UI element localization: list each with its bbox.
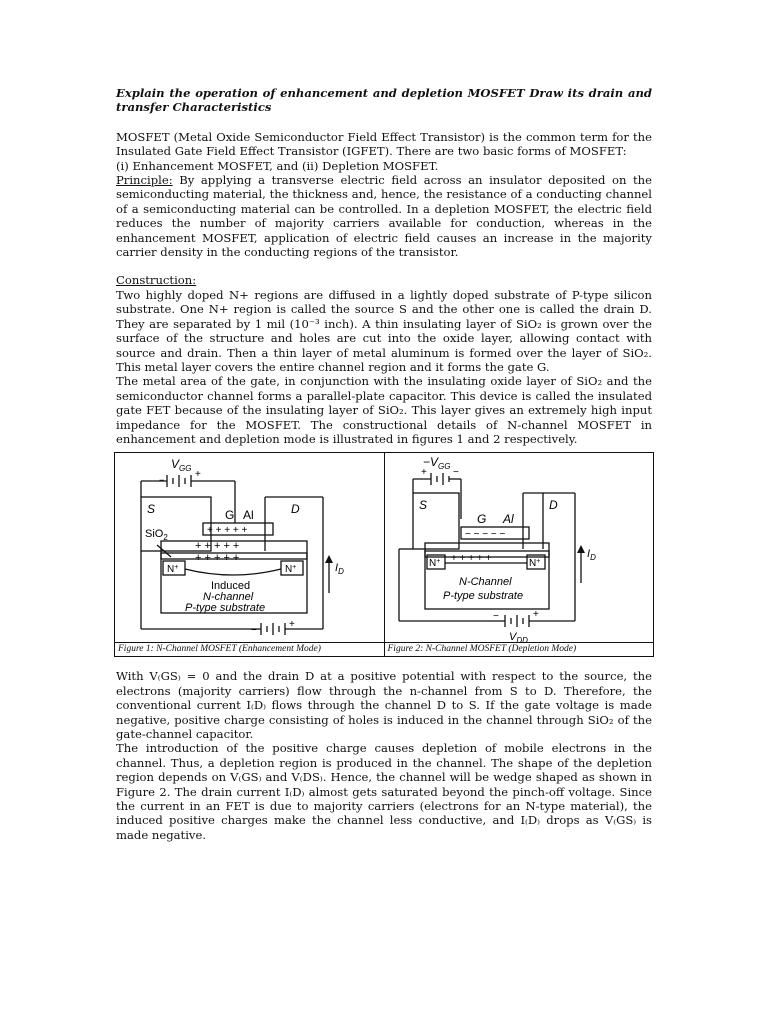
fig2-al-label: Al bbox=[502, 512, 514, 527]
fig2-channel-charges: + + + + + bbox=[450, 553, 491, 565]
figure-1-caption: Figure 1: N-Channel MOSFET (Enhancement Mode) bbox=[115, 643, 385, 657]
fig1-plus-sign: + bbox=[195, 469, 201, 481]
principle-text: By applying a transverse electric field across an insulator deposited on the semiconducting material, the thickness and, hence, the resistance of a conducting channel of a semiconducting material can be controlled. In a depletion MOSFET, the electric field reduces the number of majority carriers available for conduction, whereas in the enhancement MOSFET, application of electric field causes an increase in the majority carrier density in the conducting regions of the transistor. bbox=[116, 173, 652, 260]
intro-text: MOSFET (Metal Oxide Semiconductor Field Effect Transistor) is the common term for the Insulated Gate Field Effect Transistor (IGFET). There are two basic forms of MOSFET: bbox=[116, 129, 652, 159]
fig2-vgg-label: $-V_{GG}$ bbox=[422, 455, 450, 472]
fig1-induced-label: Induced bbox=[211, 580, 251, 593]
fig1-id-label: $I_D$ bbox=[335, 562, 344, 577]
fig2-gate-charges: − − − − − bbox=[464, 529, 505, 541]
fig2-source-label: S bbox=[418, 498, 427, 513]
construction-paragraph bbox=[116, 273, 652, 446]
fig1-gate-charges: + + + + + bbox=[207, 525, 248, 537]
construction-heading: Construction: bbox=[116, 273, 197, 288]
fig2-substrate-label: P-type substrate bbox=[442, 590, 523, 603]
fig1-sio2-label: SiO$_2$ bbox=[145, 528, 168, 543]
fig2-bottom-plus: + bbox=[532, 609, 539, 621]
figure-2-caption: Figure 2: N-Channel MOSFET (Depletion Mode) bbox=[384, 643, 654, 657]
fig1-gate-label: G bbox=[225, 508, 235, 523]
fig2-arrow-head bbox=[577, 545, 585, 553]
fig2-minus-sign: − bbox=[452, 467, 459, 479]
figure-1-cell bbox=[115, 453, 385, 643]
fig1-nchannel-label: N-channel bbox=[203, 591, 254, 604]
fig2-gate-label: G bbox=[476, 512, 486, 527]
document-page bbox=[116, 86, 652, 842]
construction-text-2: The metal area of the gate, in conjunction with the insulating oxide layer of SiO₂ and the semiconductor channel forms a parallel-plate capacitor. This device is called the insulated gate FET because of the insulating layer of SiO₂. This layer gives an extremely high input impedance for the MOSFET. The constructional details of N-channel MOSFET in enhancement and depletion mode is illustrated in figures 1 and 2 respectively. bbox=[116, 374, 652, 446]
fig1-oxide-charges-2: + + + + + bbox=[195, 552, 240, 565]
figure-1-enhancement-mosfet bbox=[115, 453, 383, 642]
fig2-vdd-label: $V_{DD}$ bbox=[508, 631, 528, 643]
figures-table bbox=[114, 452, 654, 657]
construction-text-1: Two highly doped N+ regions are diffused in a lightly doped substrate of P-type silicon substrate. One N+ region is called the source S and the other one is called the drain D. They are separated by 1 mil (10⁻³ inch). A thin insulating layer of SiO₂ is grown over the surface of the structure and holes are cut into the oxide layer, allowing contact with source and drain. Then a thin layer of metal aluminum is formed over the layer of SiO₂. This metal layer covers the entire channel region and it forms the gate G. bbox=[116, 287, 652, 374]
fig1-al-label: Al bbox=[243, 508, 254, 523]
fig1-arrow-head bbox=[325, 555, 333, 563]
fig1-minus-sign: − bbox=[159, 475, 165, 486]
fig1-n-right-label: N+ bbox=[285, 564, 297, 576]
operation-paragraph bbox=[116, 669, 652, 842]
fig2-n-right-label: N+ bbox=[528, 558, 540, 570]
intro-paragraph bbox=[116, 130, 652, 260]
mosfet-forms: (i) Enhancement MOSFET, and (ii) Depletion MOSFET. bbox=[116, 158, 439, 173]
fig2-id-label: $I_D$ bbox=[586, 548, 596, 563]
fig2-n-left-label: N+ bbox=[428, 558, 440, 570]
fig2-drain-label: D bbox=[548, 498, 558, 513]
fig2-nchannel-label: N-Channel bbox=[458, 576, 512, 589]
fig1-n-left-label: N+ bbox=[167, 564, 179, 576]
fig2-bottom-minus: − bbox=[492, 611, 499, 623]
fig1-bottom-plus: + bbox=[289, 619, 295, 631]
fig1-induced-channel bbox=[185, 569, 281, 575]
document-title: Explain the operation of enhancement and depletion MOSFET Draw its drain and transfer Characteristics bbox=[116, 86, 652, 115]
fig1-vgg-label: $V_{GG}$ bbox=[171, 457, 192, 474]
figure-2-cell bbox=[384, 453, 654, 643]
operation-text-1: With V₍GS₎ = 0 and the drain D at a positive potential with respect to the source, the electrons (majority carriers) flow through the n-channel from S to D. Therefore, the conventional current I₍D₎ flows through the channel D to S. If the gate voltage is made negative, positive charge consisting of holes is induced in the channel through SiO₂ of the gate-channel capacitor. bbox=[116, 669, 652, 741]
fig1-oxide-charges-1: + + + + + bbox=[195, 540, 240, 553]
operation-text-2: The introduction of the positive charge causes depletion of mobile electrons in the channel. Thus, a depletion region is produced in the channel. The shape of the depletion region depends on V₍GS₎ and V₍DS₎. Hence, the channel will be wedge shaped as shown in Figure 2. The drain current I₍D₎ almost gets saturated beyond the pinch-off voltage. Since the current in an FET is due to majority carriers (electrons for an N-type material), the induced positive charges make the channel less conductive, and I₍D₎ drops as V₍GS₎ is made negative. bbox=[116, 741, 652, 842]
principle-label: Principle: bbox=[116, 173, 173, 188]
fig1-source-label: S bbox=[147, 502, 156, 517]
fig2-plus-sign: + bbox=[420, 467, 427, 479]
figure-2-depletion-mosfet bbox=[385, 453, 655, 642]
fig1-substrate-label: P-type substrate bbox=[185, 602, 266, 615]
fig1-bottom-minus: − bbox=[251, 625, 257, 637]
fig1-drain-label: D bbox=[291, 502, 300, 517]
